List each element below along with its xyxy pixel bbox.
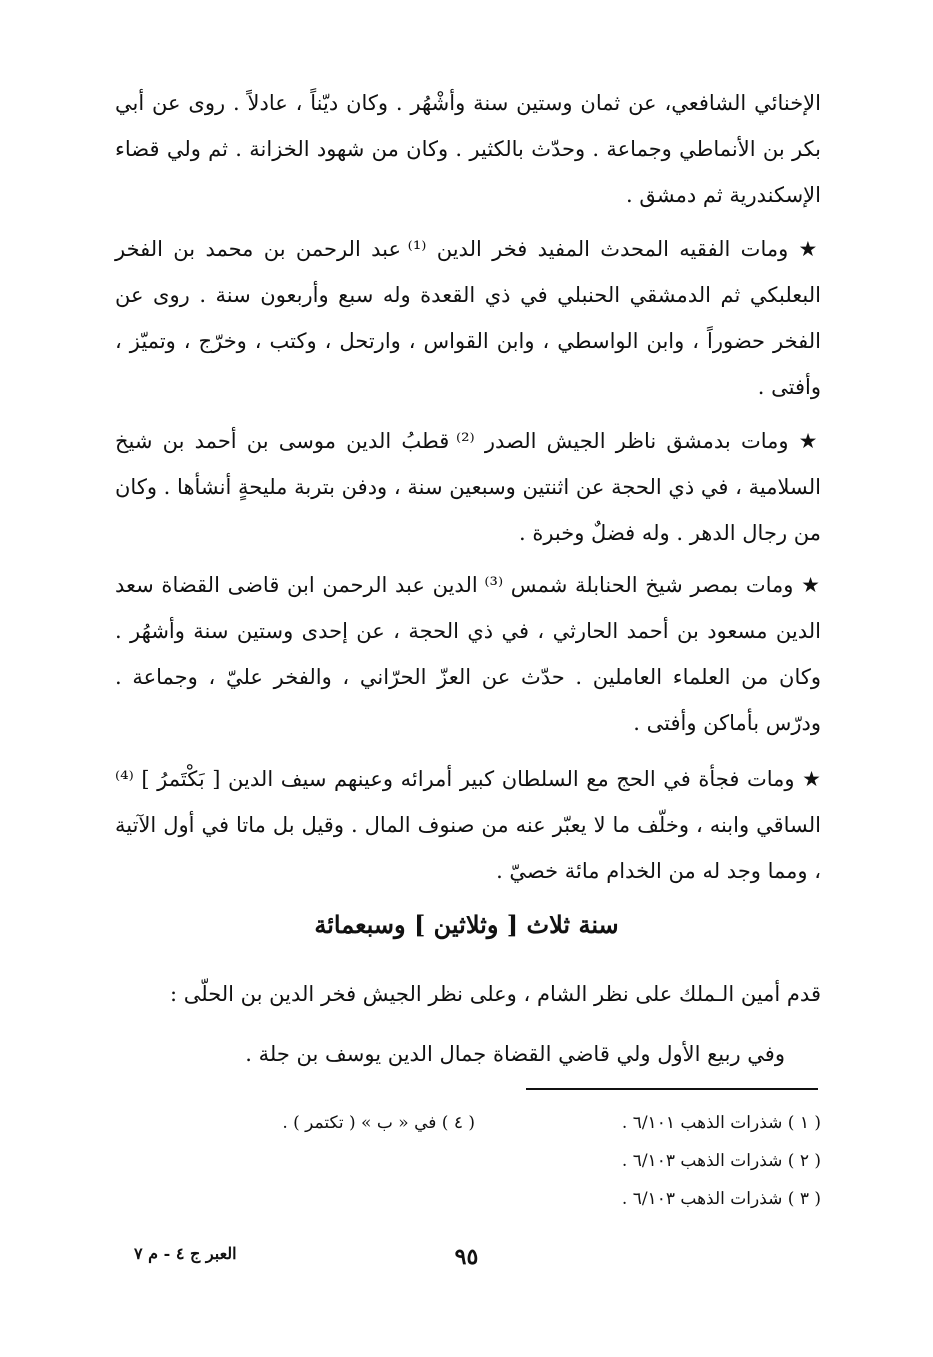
paragraph-5: ★ ومات فجأة في الحج مع السلطان كبير أمرائه وعينهم سيف الدين [ بَكْتَمرُ ] ⁽⁴⁾ الساقي وابنه ، وخلّف ما لا يعبّر عنه من صنوف المال . وقيل بل ماتا في أول الآتية ، ومما وجد له من الخدام مائة خصيّ . xyxy=(115,767,821,883)
closing-line-2: وفي ربيع الأول ولي قاضي القضاة جمال الدين يوسف بن جلة . xyxy=(245,1042,785,1066)
year-heading: سنة ثلاث [ وثلاثين ] وسبعمائة xyxy=(314,910,619,939)
paragraph-1: الإخنائي الشافعي، عن ثمان وستين سنة وأشْهُر . وكان ديّناً ، عادلاً . روى عن أبي بكر بن الأنماطي وجماعة . وحدّث بالكثير . وكان من شهود الخزانة . ثم ولي قضاء الإسكندرية ثم دمشق . xyxy=(115,91,821,207)
paragraph-3: ★ ومات بدمشق ناظر الجيش الصدر ⁽²⁾ قطبُ الدين موسى بن أحمد بن شيخ السلامية ، في ذي الحجة عن اثنتين وسبعين سنة ، ودفن بتربة مليحةٍ أنشأها . وكان من رجال الدهر . وله فضلٌ وخبرة . xyxy=(115,429,821,545)
paragraph-4: ★ ومات بمصر شيخ الحنابلة شمس ⁽³⁾ الدين عبد الرحمن ابن قاضى القضاة سعد الدين مسعود بن أحمد الحارثي ، في ذي الحجة ، عن إحدى وستين سنة وأشهُر . وكان من العلماء العاملين . حدّث عن العزّ الحرّاني ، والفخر عليّ ، وجماعة . ودرّس بأماكن وأفتى . xyxy=(115,573,821,735)
paragraph-2: ★ ومات الفقيه المحدث المفيد فخر الدين ⁽¹⁾ عبد الرحمن بن محمد بن الفخر البعلبكي ثم الدمشقي الحنبلي في ذي القعدة وله سبع وأربعون سنة . روى عن الفخر حضوراً ، وابن الواسطي ، وابن القواس ، وارتحل ، وكتب ، وخرّج ، وتميّز ، وأفتى . xyxy=(115,237,821,399)
footnote-separator xyxy=(526,1088,818,1090)
footnote-4: ( ٤ ) في « ب » ( تكتمر ) . xyxy=(282,1113,475,1133)
footnote-1: ( ١ ) شذرات الذهب ٦/١٠١ . xyxy=(621,1113,821,1133)
signature-mark: العبر ج ٤ - م ٧ xyxy=(134,1244,237,1263)
page-number: ٩٥ xyxy=(454,1244,479,1270)
closing-line-1: قدم أمين الـملك على نظر الشام ، وعلى نظر الجيش فخر الدين بن الحلّى : xyxy=(170,982,821,1006)
footnote-2: ( ٢ ) شذرات الذهب ٦/١٠٣ . xyxy=(621,1151,821,1171)
footnote-3: ( ٣ ) شذرات الذهب ٦/١٠٣ . xyxy=(621,1189,821,1209)
